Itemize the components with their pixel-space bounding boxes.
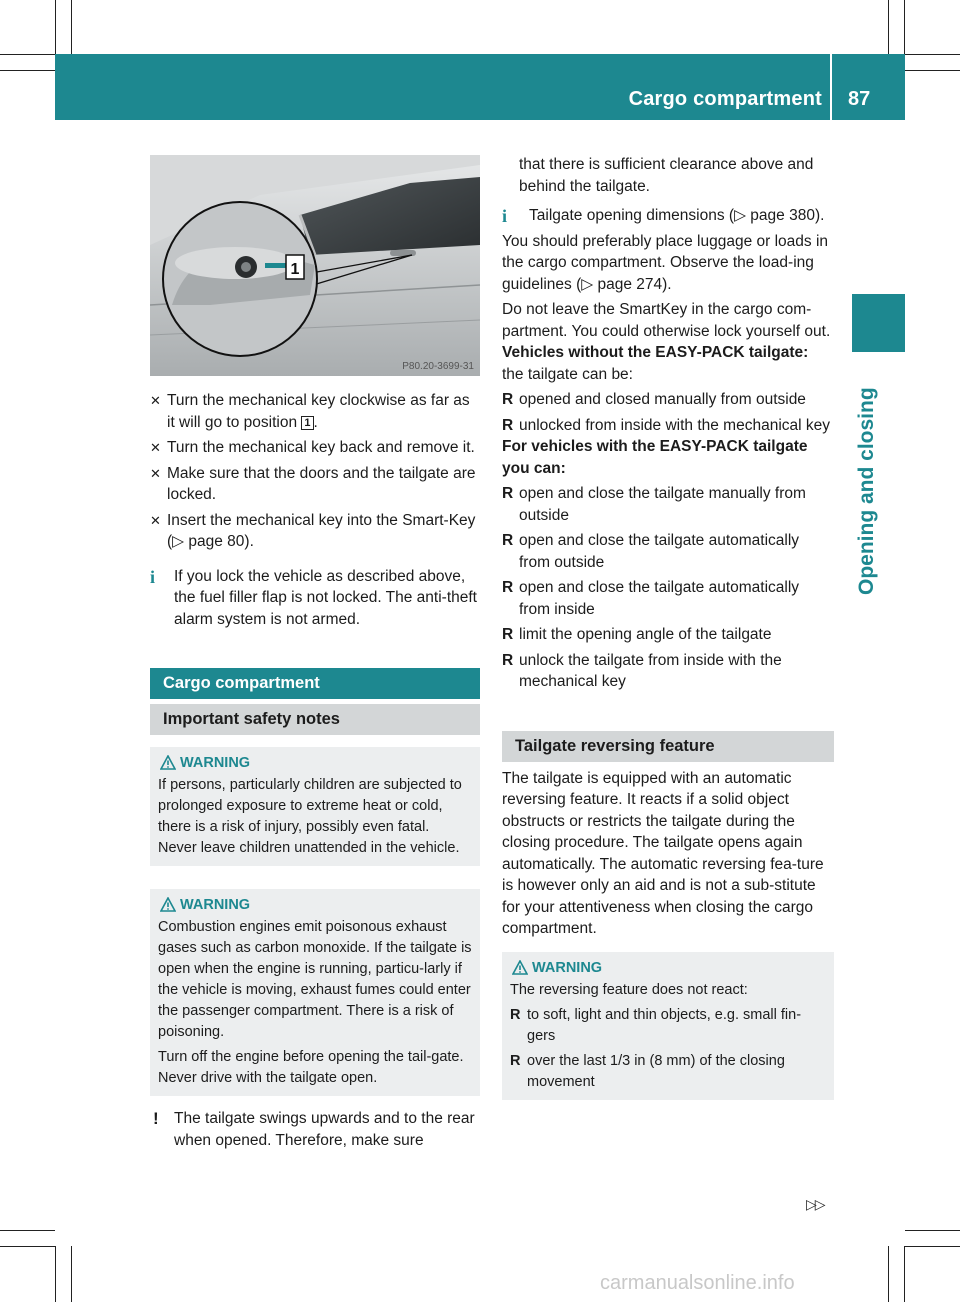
crop-mark: [0, 54, 55, 55]
paragraph: You should preferably place luggage or loads in the cargo compartment. Observe the load-ing guidelines (▷ page 274).: [502, 232, 829, 293]
step-arrow-icon: ✕: [150, 440, 161, 455]
crop-mark: [71, 0, 72, 54]
paragraph: Do not leave the SmartKey in the cargo com-partment. You could otherwise lock yourself out.: [502, 301, 831, 340]
figure-callout: 1: [290, 261, 300, 278]
crop-mark: [905, 54, 960, 55]
bullet-icon: R: [502, 626, 514, 643]
bullet-icon: R: [502, 416, 514, 434]
info-note: [502, 205, 834, 227]
figure-code: P80.20-3699-31: [402, 361, 474, 372]
info-text: Tailgate opening dimensions (▷ page 380).: [529, 207, 825, 224]
door-lock-photo: [150, 155, 480, 376]
warning-text: Turn off the engine before opening the tail-gate. Never drive with the tailgate open.: [158, 1049, 464, 1086]
bullet-icon: R: [502, 485, 514, 502]
bullet-icon: R: [502, 651, 514, 669]
step-arrow-icon: ✕: [150, 393, 161, 408]
warning-triangle-icon: [160, 897, 176, 913]
warning-label: WARNING: [180, 897, 251, 913]
step-text-end: .: [313, 413, 318, 431]
warning-heading: [158, 895, 472, 916]
crop-mark: [905, 70, 960, 71]
crop-mark: [905, 1246, 960, 1247]
warning-label: WARNING: [180, 755, 251, 771]
list-item: R over the last 1/3 in (8 mm) of the closing movement: [510, 1052, 785, 1090]
crop-mark: [71, 1246, 72, 1302]
step-arrow-icon: ✕: [150, 465, 161, 481]
instruction-step: [150, 390, 480, 433]
list-item: R open and close the tailgate automatically from inside: [502, 579, 800, 618]
step-arrow-icon: ✕: [150, 512, 161, 528]
bullet-icon: R: [502, 579, 514, 596]
left-column: [150, 390, 480, 1151]
crop-mark: [55, 1246, 56, 1302]
paragraph: The tailgate is equipped with an automatic reversing feature. It reacts if a solid object obstructs or restricts the tailgate during the closing procedure. The tailgate opens again automatically. The automatic reversing fea-ture is however only an aid and is not a sub-stitute for your attentiveness when closing the cargo compartment.: [502, 769, 824, 937]
warning-box: [150, 889, 480, 1096]
warning-text: The reversing feature does not react:: [510, 981, 748, 998]
warning-heading: [510, 958, 826, 979]
crop-mark: [904, 1246, 905, 1302]
list-item: R open and close the tailgate manually from outside: [502, 485, 806, 524]
instruction-step: [150, 437, 480, 459]
notice-note: [150, 1108, 480, 1151]
warning-box: [502, 952, 834, 1100]
step-text: Turn the mechanical key clockwise as far as it will go to position: [167, 392, 470, 431]
bullet-icon: R: [502, 532, 514, 549]
continue-arrows-icon: ▷▷: [806, 1196, 824, 1212]
bullet-icon: R: [510, 1052, 521, 1069]
bullet-icon: R: [502, 391, 514, 408]
crop-mark: [904, 0, 905, 54]
page-title: Cargo compartment: [628, 88, 822, 110]
exclamation-icon: !: [153, 1109, 159, 1128]
crop-mark: [888, 0, 889, 54]
step-text: Insert the mechanical key into the Smart-Key (▷ page 80).: [167, 511, 476, 550]
crop-mark: [0, 1246, 55, 1247]
list-item: R opened and closed manually from outside: [502, 389, 834, 411]
step-text: Make sure that the doors and the tailgate are locked.: [167, 464, 476, 503]
crop-mark: [888, 1246, 889, 1302]
warning-box: [150, 747, 480, 866]
info-icon: i: [150, 566, 156, 587]
list-item: R open and close the tailgate automatically from outside: [502, 532, 800, 571]
warning-triangle-icon: [160, 755, 176, 771]
step-text: Turn the mechanical key back and remove it.: [167, 439, 475, 456]
continued-text: that there is sufficient clearance above and behind the tailgate.: [519, 156, 814, 195]
list-item: R unlocked from inside with the mechanical key: [502, 415, 834, 437]
page-header: [55, 54, 905, 120]
crop-mark: [0, 1230, 55, 1231]
instruction-step: [150, 463, 480, 506]
crop-mark: [905, 1230, 960, 1231]
warning-text: If persons, particularly children are subjected to prolonged exposure to extreme heat or cold, there is a risk of injury, possibly even fatal. Never leave children unattended in the vehicle.: [158, 777, 462, 856]
list-item: R limit the opening angle of the tailgate: [502, 624, 834, 646]
info-note: [150, 566, 480, 631]
header-divider: [830, 54, 832, 120]
subsection-heading: Tailgate reversing feature: [502, 731, 834, 762]
list-item: R unlock the tailgate from inside with the mechanical key: [502, 651, 782, 690]
bold-heading: Vehicles without the EASY-PACK tailgate:: [502, 344, 809, 361]
chapter-label: Opening and closing: [855, 387, 878, 595]
subsection-heading: Important safety notes: [150, 704, 480, 735]
warning-label: WARNING: [532, 959, 603, 976]
paragraph: the tailgate can be:: [502, 365, 633, 383]
list-item: R to soft, light and thin objects, e.g. small fin-gers: [510, 1006, 802, 1044]
page-number: 87: [848, 88, 871, 110]
warning-triangle-icon: [512, 960, 528, 976]
crop-mark: [0, 70, 55, 71]
instruction-step: [150, 510, 480, 553]
warning-heading: [158, 753, 472, 774]
info-text: If you lock the vehicle as described above, the fuel filler flap is not locked. The anti-theft alarm system is not armed.: [174, 567, 477, 628]
watermark: carmanualsonline.info: [600, 1272, 795, 1294]
info-icon: i: [502, 206, 508, 226]
position-1-icon: 1: [301, 416, 313, 430]
car-door-illustration: [150, 155, 480, 376]
notice-text: The tailgate swings upwards and to the rear when opened. Therefore, make sure: [174, 1110, 475, 1149]
right-column: [502, 154, 834, 1100]
section-heading: Cargo compartment: [150, 668, 480, 699]
bold-heading: For vehicles with the EASY-PACK tailgate you can:: [502, 438, 808, 477]
bullet-icon: R: [510, 1006, 521, 1023]
crop-mark: [55, 0, 56, 54]
warning-text: Combustion engines emit poisonous exhaust gases such as carbon monoxide. If the tailgate is open when the engine is running, particu-larly if the vehicle is moving, exhaust fumes could enter the passenger compartment. There is a risk of poisoning.: [158, 919, 472, 1040]
